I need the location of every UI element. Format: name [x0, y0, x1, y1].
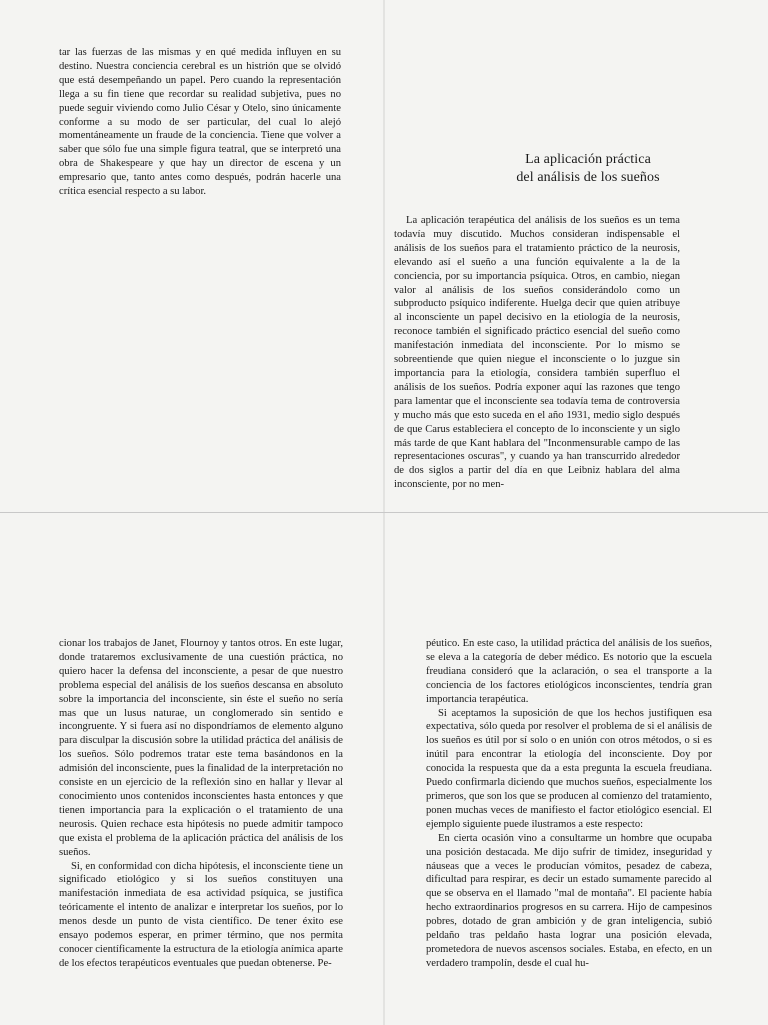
top-spread — [0, 0, 768, 512]
paragraph: En cierta ocasión vino a consultarme un hombre que ocupaba una posición destacada. Me dijo sufrir de timidez, inseguridad y náuseas que a veces le producían vómitos, pesadez de cabeza, dificultad para respirar, es decir un estado sumamente parecido al que se observa en el llamado "mal de montaña". El paciente había hecho extraordinarios progresos en su carrera. Hijo de campesinos pobres, dotado de gran ambición y de gran inteligencia, subió peldaño tras peldaño hasta lograr una posición elevada, prometedora de nuevos ascensos sociales. Estaba, en efecto, en un verdadero trampolín, desde el cual hu- — [426, 832, 712, 969]
paragraph: La aplicación terapéutica del análisis de los sueños es un tema todavía muy discutido. Muchos consideran indispensable el análisis de los sueños para el tratamiento práctico de la neurosis, elevando así el sueño a una función equivalente a la de la conciencia, por su importancia psíquica. Otros, en cambio, niegan valor al análisis de los sueños considerándolo como un subproducto psíquico indiferente. Huelga decir que quien atribuye al inconsciente un papel decisivo en la etiología de la neurosis, reconoce también el significado práctico esencial del sueño como manifestación inmediata del inconsciente. Por lo mismo se sobreentiende que quien niegue el inconsciente o lo juzgue sin importancia para la etiología, considera también superfluo el análisis de los sueños. Podría exponer aquí las razones que tengo para lamentar que el inconsciente sea todavía tema de controversia y mucho más que esto suceda en el año 1931, medio siglo después de que Carus estableciera el concepto de lo inconsciente y un siglo más tarde de que Kant hablara del "Inconmensurable campo de las representaciones oscuras", y cuando ya han transcurrido alrededor de dos siglos a partir del día en que Leibniz hablara del alma inconsciente, por no men- — [394, 215, 680, 491]
page-left-lower-text — [59, 637, 343, 971]
chapter-title-line-1: La aplicación práctica — [525, 152, 651, 167]
paragraph: tar las fuerzas de las mismas y en qué medida influyen en su destino. Nuestra conciencia cerebral es un histrión que se olvidó que está desempeñando un papel. Pero cuando la representación llega a su fin tiene que recordar su realidad subjetiva, pues no puede seguir viviendo como Julio César y Otelo, sino únicamente conforme a su modo de ser particular, del cual lo alejó momentáneamente un fraude de la conciencia. Tiene que volver a saber que sólo fue una simple figura teatral, que se interpretó una obra de Shakespeare y que hay un director de escena y un empresario que, tanto antes como después, podrán hacerle una crítica esencial respecto a su labor. — [59, 47, 341, 198]
page-right-lower — [384, 513, 768, 1025]
paragraph: péutico. En este caso, la utilidad práctica del análisis de los sueños, se eleva a la categoría de deber médico. Es notorio que la escuela freudiana consideró que la aclaración, o sea el transporte a la conciencia de los factores etiológicos inconscientes, tendría gran importancia terapéutica. — [426, 638, 712, 705]
paragraph: cionar los trabajos de Janet, Flournoy y tantos otros. En este lugar, donde trataremos exclusivamente de una cuestión práctica, no quiero hacer la defensa del inconsciente, a pesar de que nuestro problema especial del análisis de los sueños descansa en absoluto sobre la importancia del inconsciente, sin éste el sueño no sería mas que un lusus naturae, un conglomerado sin sentido e incongruente. Y si fuera así no dispondríamos de elemento alguno para disculpar la discusión sobre la utilidad práctica del análisis de los sueños. Sólo podremos tratar este tema basándonos en la admisión del inconsciente, pues la finalidad de la interpretación no consiste en un ejercicio de la reflexión sino en hallar y llevar al conocimiento unos contenidos inconscientes hasta entonces y que tienen importancia para la explicación o el tratamiento de una neurosis. Quien rechace esta hipótesis no puede admitir tampoco que exista el problema de la aplicación práctica del análisis de los sueños. — [59, 638, 343, 858]
page-left-lower — [0, 513, 384, 1025]
page-63-text — [394, 214, 680, 492]
paragraph: Si, en conformidad con dicha hipótesis, el inconsciente tiene un significado etiológico y si los sueños constituyen una manifestación inmediata de esa actividad psíquica, se justifica teóricamente el intento de analizar e interpretar los sueños, por lo menos desde un punto de vista científico. De tener éxito ese ensayo podemos esperar, en primer término, que nos permita conocer científicamente la estructura de la etiología anímica aparte de los efectos terapéuticos eventuales que puedan obtenerse. Pe- — [59, 860, 343, 969]
page-62-text — [59, 46, 341, 199]
page-63 — [384, 0, 768, 512]
bottom-spread — [0, 512, 768, 1025]
page-right-lower-text — [426, 637, 712, 971]
chapter-title — [472, 151, 704, 187]
chapter-title-line-2: del análisis de los sueños — [516, 170, 660, 185]
page-62 — [0, 0, 384, 512]
paragraph: Si aceptamos la suposición de que los hechos justifiquen esa expectativa, sólo queda por resolver el problema de si el análisis de los sueños es útil por sí solo o en unión con otros métodos, o si es inútil para encontrar la etiología del inconsciente. Doy por conocida la respuesta que da a esta pregunta la escuela freudiana. Puedo confirmarla diciendo que muchos sueños, especialmente los primeros, que son los que se producen al comienzo del tratamiento, ponen muchas veces de manifiesto el factor etiológico esencial. El ejemplo siguiente puede ilustramos a este respecto: — [426, 707, 712, 830]
